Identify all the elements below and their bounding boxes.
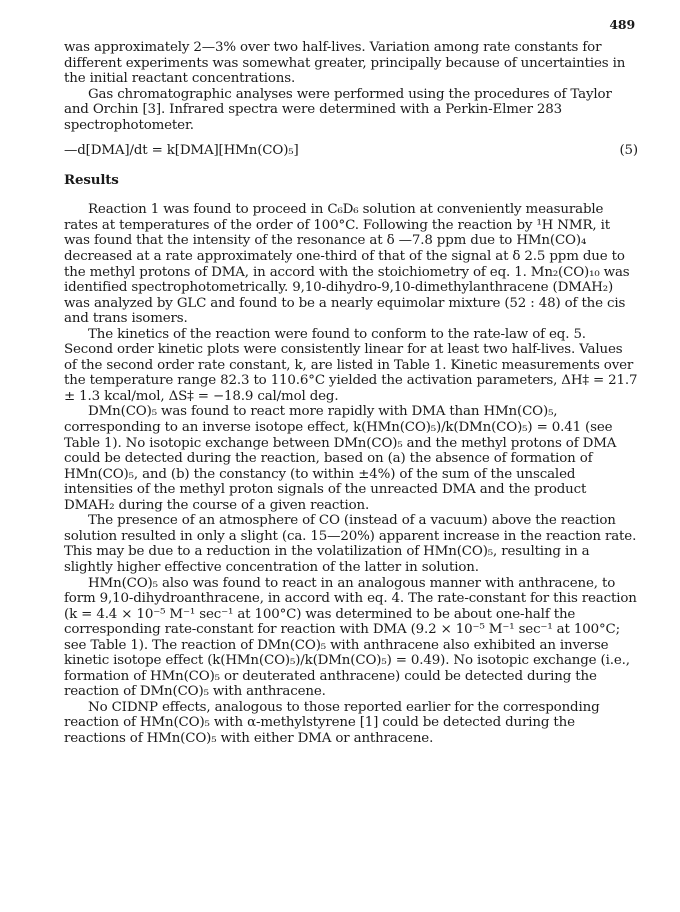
paragraph-continuation: was approximately 2—3% over two half-lives. Variation among rate constants for different experiments was somewhat greater, principally because of uncertainties in the initial reactant concentrations. [64,40,626,87]
paragraph-anthracene: HMn(CO)₅ also was found to react in an analogous manner with anthracene, to form 9,10-dihydroanthracene, in accord with eq. 4. The rate-constant for this reaction (k = 4.4 × 10⁻⁵ M⁻¹ sec⁻¹ at 100°C) was determined to be about one-half the corresponding rate-constant for reaction with DMA (9.2 × 10⁻⁵ M⁻¹ sec⁻¹ at 100°C; see Table 1). The reaction of DMn(CO)₅ with anthracene also exhibited an inverse kinetic isotope effect (k(HMn(CO)₅)/k(DMn(CO)₅) = 0.49). No isotopic exchange (i.e., formation of HMn(CO)₅ or deuterated anthracene) could be detected during the reaction of DMn(CO)₅ with anthracene. [64,575,637,700]
paragraph-reaction-1: Reaction 1 was found to proceed in C₆D₆ solution at conveniently measurable rates at temperatures of the order of 100°C. Following the reaction by ¹H NMR, it was found that the intensity of the resonance at δ —7.8 ppm due to HMn(CO)₄ decreased at a rate approximately one-third of that of the signal at δ 2.5 ppm due to the methyl protons of DMA, in accord with the stoichiometry of eq. 1. Mn₂(CO)₁₀ was identified spectrophotometrically. 9,10-dihydro-9,10-dimethylanthracene (DMAH₂) was analyzed by GLC and found to be a nearly equimolar mixture (52 : 48) of the cis and trans isomers. [64,202,630,327]
rate-law-equation [64,143,638,159]
page-number: 489 [609,17,635,32]
equation-number: (5) [619,143,638,159]
section-heading-results: Results [64,171,119,188]
paragraph-co-atmosphere: The presence of an atmosphere of CO (instead of a vacuum) above the reaction solution resulted in only a slight (ca. 15—20%) apparent increase in the reaction rate. This may be due to a reduction in the volatilization of HMn(CO)₅, resulting in a slightly higher effective concentration of the latter in solution. [64,513,637,575]
paragraph-cidnp: No CIDNP effects, analogous to those reported earlier for the corresponding reaction of HMn(CO)₅ with α-methylstyrene [1] could be detected during the reactions of HMn(CO)₅ with either DMA or anthracene. [64,699,600,746]
paragraph-kinetics: The kinetics of the reaction were found to conform to the rate-law of eq. 5. Second order kinetic plots were consistently linear for at least two half-lives. Values of the second order rate constant, k, are listed in Table 1. Kinetic measurements over the temperature range 82.3 to 110.6°C yielded the activation parameters, ΔH‡ = 21.7 ± 1.3 kcal/mol, ΔS‡ = −18.9 cal/mol deg. [64,326,638,404]
paragraph-gc-analyses: Gas chromatographic analyses were performed using the procedures of Taylor and Orchin [3]. Infrared spectra were determined with a Perkin-Elmer 283 spectrophotometer. [64,86,612,133]
equation-text: —d[DMA]/dt = k[DMA][HMn(CO)₅] [64,143,299,159]
page-content [64,40,638,747]
paragraph-isotope-effect: DMn(CO)₅ was found to react more rapidly with DMA than HMn(CO)₅, corresponding to an inverse isotope effect, k(HMn(CO)₅)/k(DMn(CO)₅) = 0.41 (see Table 1). No isotopic exchange between DMn(CO)₅ and the methyl protons of DMA could be detected during the reaction, based on (a) the absence of formation of HMn(CO)₅, and (b) the constancy (to within ±4%) of the sum of the unscaled intensities of the methyl proton signals of the unreacted DMA and the product DMAH₂ during the course of a given reaction. [64,404,617,513]
